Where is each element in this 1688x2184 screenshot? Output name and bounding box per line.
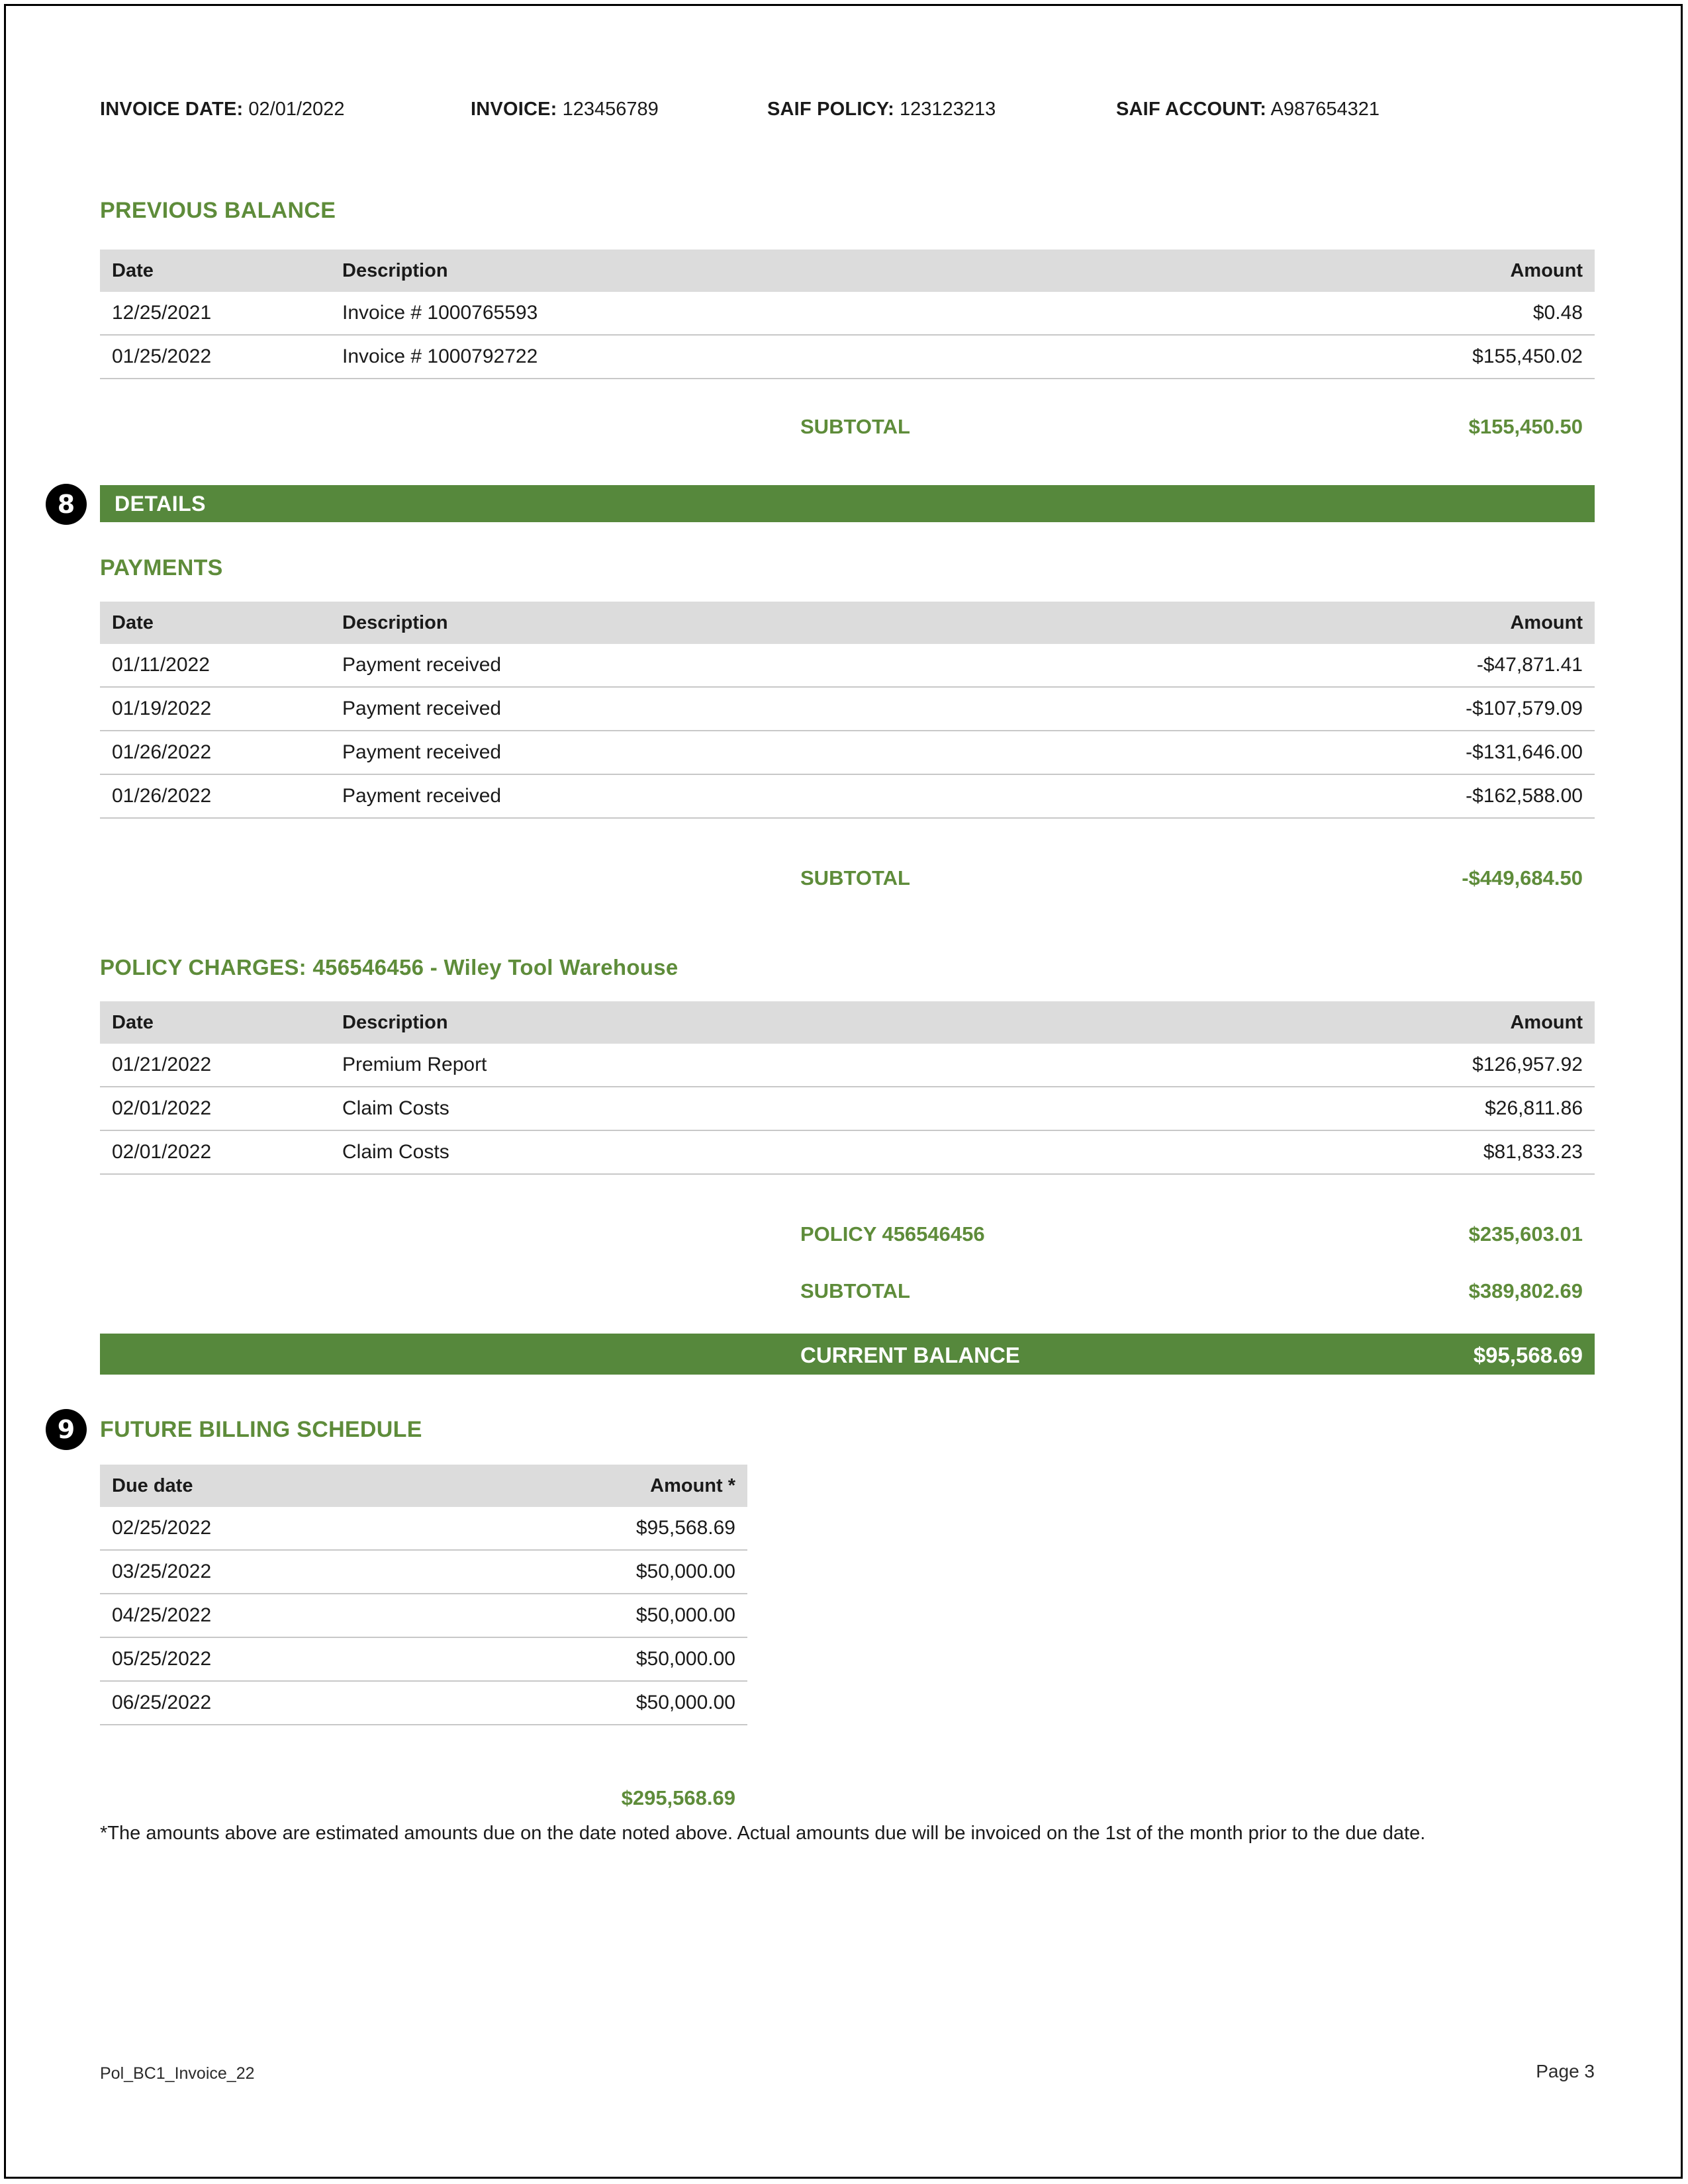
current-balance-label: CURRENT BALANCE <box>800 1343 1020 1367</box>
cell-amount: $0.48 <box>1239 292 1595 335</box>
previous-balance-heading: PREVIOUS BALANCE <box>100 198 336 223</box>
column-header-date: Date <box>100 250 330 292</box>
cell-date: 01/21/2022 <box>100 1044 330 1087</box>
cell-amount: $155,450.02 <box>1239 335 1595 379</box>
meta-saif-policy-value: 123123213 <box>900 99 996 120</box>
table-row <box>100 1594 747 1637</box>
payments-heading: PAYMENTS <box>100 555 223 580</box>
meta-invoice-number-label: INVOICE: <box>471 99 557 120</box>
cell-date: 12/25/2021 <box>100 292 330 335</box>
policy-charges-table <box>100 1001 1595 1175</box>
cell-amount: $126,957.92 <box>1239 1044 1595 1087</box>
cell-description: Payment received <box>330 687 1239 731</box>
cell-date: 02/01/2022 <box>100 1087 330 1130</box>
policy-total-amount: $235,603.01 <box>1468 1222 1583 1246</box>
policy-charges-heading: POLICY CHARGES: 456546456 - Wiley Tool Warehouse <box>100 955 679 979</box>
previous-balance-subtotal-amount: $155,450.50 <box>1468 415 1583 438</box>
cell-due-date: 05/25/2022 <box>100 1637 468 1681</box>
policy-total-row <box>100 1222 1595 1258</box>
table-header-row <box>100 1465 747 1507</box>
cell-description: Payment received <box>330 644 1239 687</box>
policy-total-label: POLICY 456546456 <box>800 1222 985 1246</box>
footer-document-id: Pol_BC1_Invoice_22 <box>100 2064 255 2083</box>
future-billing-total: $295,568.69 <box>621 1786 735 1809</box>
current-balance-bar <box>100 1334 1595 1375</box>
table-row <box>100 1507 747 1550</box>
meta-invoice-date-value: 02/01/2022 <box>248 99 345 120</box>
table-header-row <box>100 250 1595 292</box>
cell-amount: $95,568.69 <box>468 1507 747 1550</box>
cell-due-date: 04/25/2022 <box>100 1594 468 1637</box>
cell-description: Payment received <box>330 774 1239 818</box>
table-row <box>100 335 1595 379</box>
cell-amount: $26,811.86 <box>1239 1087 1595 1130</box>
details-banner <box>100 485 1595 522</box>
previous-balance-subtotal-label: SUBTOTAL <box>800 415 910 438</box>
cell-amount: -$131,646.00 <box>1239 731 1595 774</box>
meta-saif-account-value: A987654321 <box>1270 99 1380 120</box>
invoice-page <box>4 4 1683 2179</box>
cell-description: Invoice # 1000765593 <box>330 292 1239 335</box>
cell-amount: -$162,588.00 <box>1239 774 1595 818</box>
cell-date: 01/26/2022 <box>100 731 330 774</box>
cell-amount: -$107,579.09 <box>1239 687 1595 731</box>
cell-date: 02/01/2022 <box>100 1130 330 1174</box>
column-header-amount: Amount <box>1239 1001 1595 1044</box>
cell-description: Invoice # 1000792722 <box>330 335 1239 379</box>
section-badge-9: 9 <box>46 1409 87 1450</box>
column-header-description: Description <box>330 250 1239 292</box>
policy-charges-subtotal-row <box>100 1279 1595 1315</box>
cell-description: Premium Report <box>330 1044 1239 1087</box>
cell-description: Claim Costs <box>330 1087 1239 1130</box>
meta-saif-account <box>1116 99 1380 120</box>
future-billing-heading: FUTURE BILLING SCHEDULE <box>100 1417 422 1442</box>
column-header-amount: Amount <box>1239 602 1595 644</box>
table-row <box>100 1681 747 1725</box>
section-badge-8: 8 <box>46 484 87 525</box>
meta-saif-policy-label: SAIF POLICY: <box>767 99 894 120</box>
table-header-row <box>100 1001 1595 1044</box>
cell-date: 01/26/2022 <box>100 774 330 818</box>
cell-amount: $50,000.00 <box>468 1594 747 1637</box>
table-row <box>100 1044 1595 1087</box>
column-header-description: Description <box>330 602 1239 644</box>
column-header-date: Date <box>100 1001 330 1044</box>
current-balance-amount: $95,568.69 <box>1473 1343 1583 1367</box>
table-row <box>100 292 1595 335</box>
payments-subtotal-label: SUBTOTAL <box>800 866 910 889</box>
payments-subtotal-amount: -$449,684.50 <box>1462 866 1583 889</box>
cell-description: Payment received <box>330 731 1239 774</box>
table-row <box>100 1087 1595 1130</box>
cell-date: 01/11/2022 <box>100 644 330 687</box>
policy-charges-subtotal-amount: $389,802.69 <box>1468 1279 1583 1302</box>
cell-description: Claim Costs <box>330 1130 1239 1174</box>
cell-amount: $50,000.00 <box>468 1681 747 1725</box>
table-row <box>100 1130 1595 1174</box>
cell-amount: -$47,871.41 <box>1239 644 1595 687</box>
cell-amount: $81,833.23 <box>1239 1130 1595 1174</box>
table-row <box>100 731 1595 774</box>
meta-saif-policy <box>767 99 996 120</box>
table-row <box>100 644 1595 687</box>
cell-due-date: 06/25/2022 <box>100 1681 468 1725</box>
payments-table <box>100 602 1595 819</box>
table-row <box>100 687 1595 731</box>
future-billing-footnote: *The amounts above are estimated amounts due on the date noted above. Actual amounts due will be invoiced on the 1st of the month prior to the due date. <box>100 1823 1426 1844</box>
column-header-amount: Amount <box>1239 250 1595 292</box>
cell-date: 01/25/2022 <box>100 335 330 379</box>
column-header-amount: Amount * <box>468 1465 747 1507</box>
meta-invoice-date-label: INVOICE DATE: <box>100 99 244 120</box>
payments-subtotal-row <box>100 866 1595 902</box>
meta-invoice-number <box>471 99 659 120</box>
cell-amount: $50,000.00 <box>468 1637 747 1681</box>
column-header-date: Date <box>100 602 330 644</box>
meta-invoice-date <box>100 99 345 120</box>
details-banner-title: DETAILS <box>115 491 207 516</box>
cell-due-date: 03/25/2022 <box>100 1550 468 1594</box>
future-billing-table <box>100 1465 747 1725</box>
table-row <box>100 1550 747 1594</box>
previous-balance-subtotal-row <box>100 415 1595 451</box>
cell-date: 01/19/2022 <box>100 687 330 731</box>
previous-balance-table <box>100 250 1595 379</box>
table-row <box>100 774 1595 818</box>
meta-saif-account-label: SAIF ACCOUNT: <box>1116 99 1267 120</box>
table-header-row <box>100 602 1595 644</box>
cell-amount: $50,000.00 <box>468 1550 747 1594</box>
column-header-description: Description <box>330 1001 1239 1044</box>
policy-charges-subtotal-label: SUBTOTAL <box>800 1279 910 1302</box>
cell-due-date: 02/25/2022 <box>100 1507 468 1550</box>
meta-invoice-number-value: 123456789 <box>562 99 659 120</box>
column-header-due-date: Due date <box>100 1465 468 1507</box>
footer-page-number: Page 3 <box>1536 2061 1595 2081</box>
table-row <box>100 1637 747 1681</box>
